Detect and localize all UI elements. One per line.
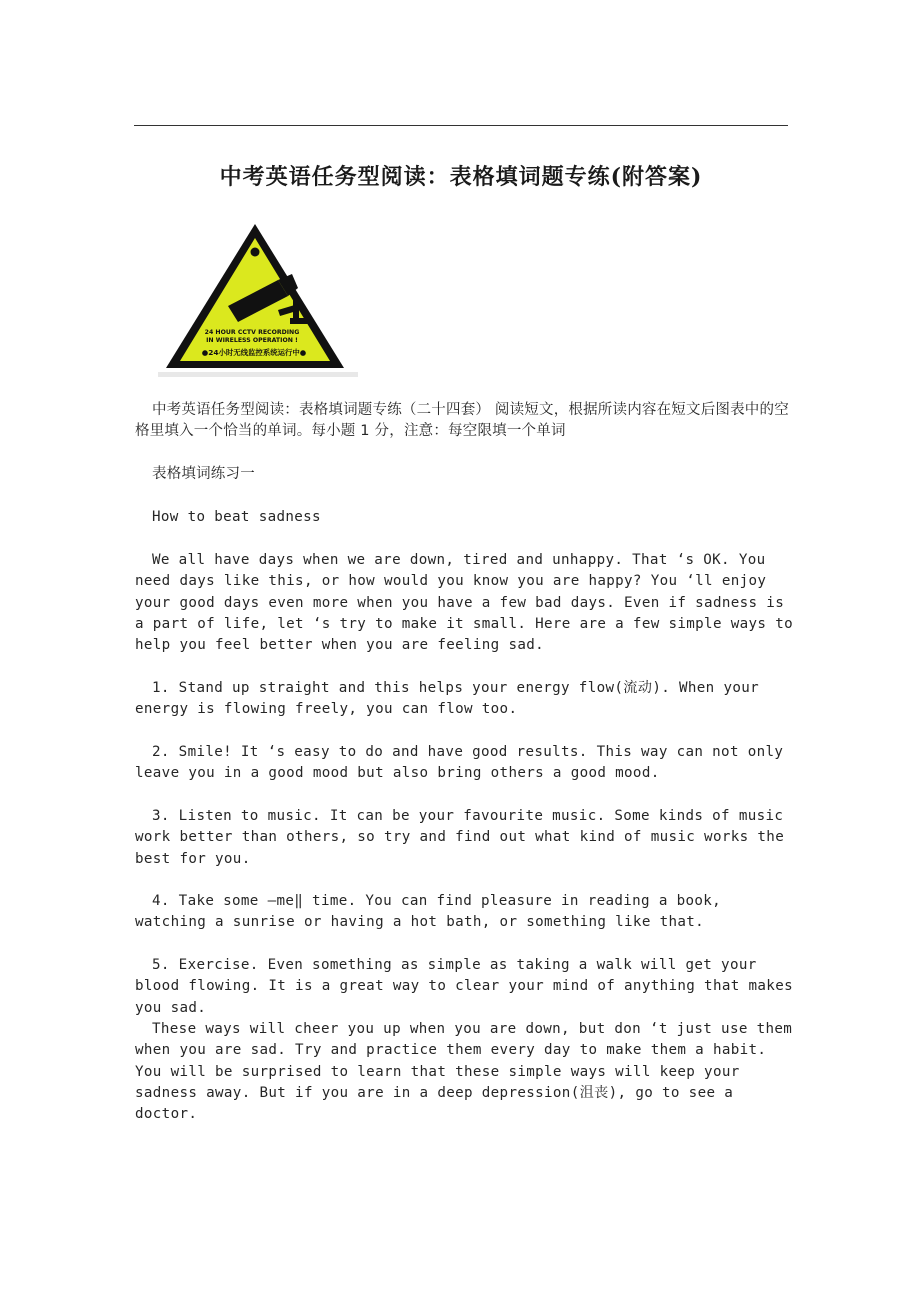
paragraph-tip-3: 3. Listen to music. It can be your favourite music. Some kinds of music work better than others, so try and find out what kind of music works the best for you. [135,808,785,867]
sign-line-2: IN WIRELESS OPERATION ! [206,337,298,344]
paragraph-tip-2: 2. Smile! It ‘s easy to do and have good results. This way can not only leave you in a good mood but also bring others a good mood. [135,744,784,782]
paragraph-tip-5: 5. Exercise. Even something as simple as taking a walk will get your blood flowing. It is a great way to clear your mind of anything that makes you sad. [135,957,793,1016]
exercise-label: 表格填词练习一 [152,466,255,482]
paragraph-tip-1: 1. Stand up straight and this helps your energy flow(流动). When your energy is flowing freely, you can flow too. [135,680,760,718]
sign-line-1: 24 HOUR CCTV RECORDING [204,329,300,336]
paragraph-conclusion: These ways will cheer you up when you are down, but don ‘t just use them when you are sad. Try and practice them every day to make them a habit. You will be surprised to learn that these simple ways will keep your sadness away. But if you are in a deep depression(沮丧), go to see a doctor. [135,1021,793,1123]
paragraph-intro: We all have days when we are down, tired and unhappy. That ‘s OK. You need days like this, or how would you know you are happy? You ‘ll enjoy your good days even more when you have a few bad days. Even if sadness is a part of life, let ‘s try to make it small. Here are a few simple ways to help you feel better when you are feeling sad. [135,552,793,654]
header-rule [134,125,788,126]
sign-dot [251,248,260,257]
cctv-warning-sign-image [158,218,358,383]
passage-title: How to beat sadness [152,509,321,525]
paragraph-tip-4: 4. Take some ―me‖ time. You can find pleasure in reading a book, watching a sunrise or having a hot bath, or something like that. [135,893,722,931]
intro-paragraph: 中考英语任务型阅读：表格填词题专练（二十四套） 阅读短文，根据所读内容在短文后图表中的空格里填入一个恰当的单词。每小题 1 分，注意：每空限填一个单词 [135,402,789,440]
page-title: 中考英语任务型阅读：表格填词题专练(附答案) [219,164,703,190]
sign-line-3: ●24小时无线监控系统运行中● [201,348,307,357]
